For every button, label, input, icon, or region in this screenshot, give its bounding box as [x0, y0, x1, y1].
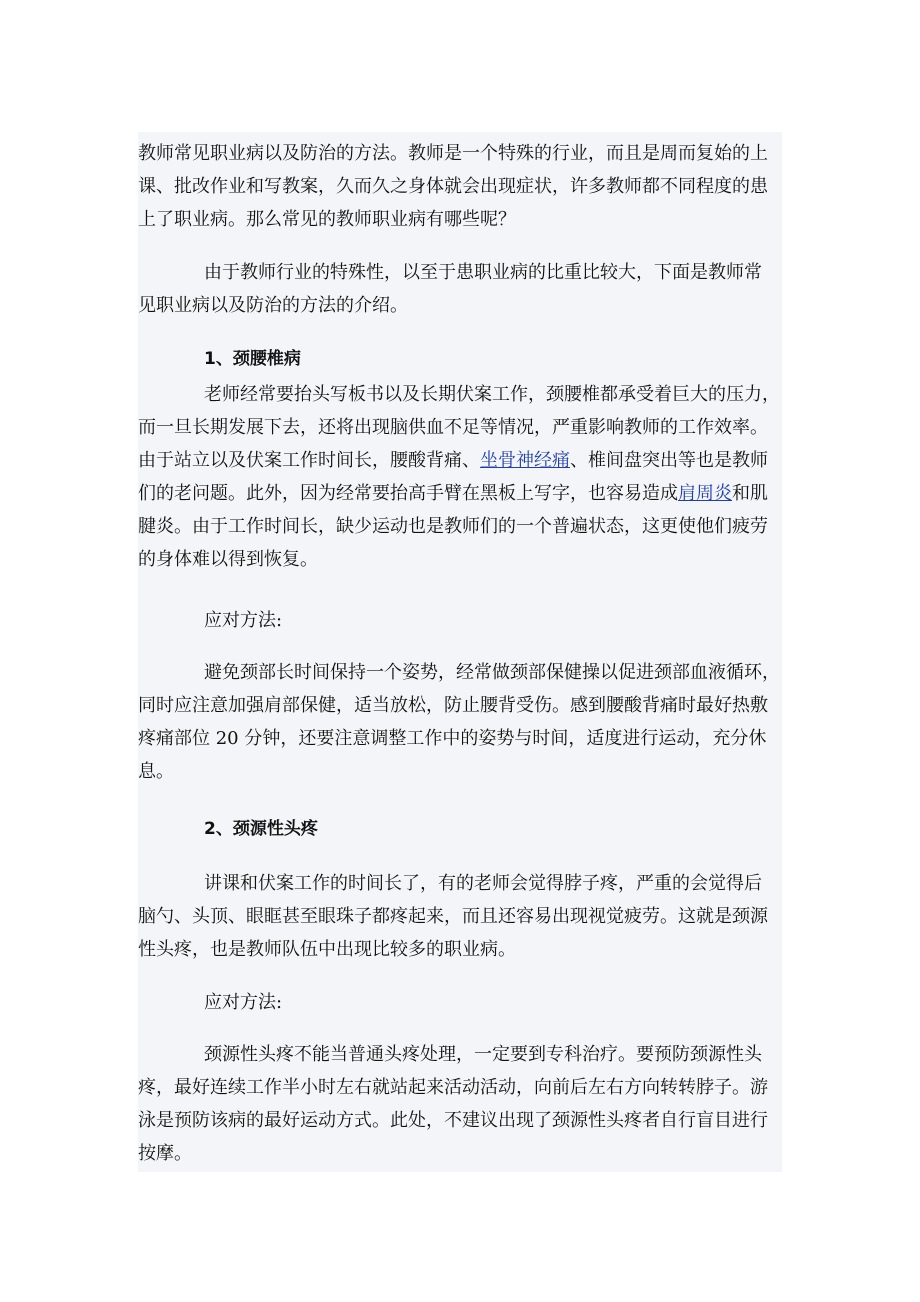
article-body	[138, 132, 782, 1172]
text-span: 、椎间盘突出等也是教师	[570, 450, 768, 471]
section2-method-label-block	[138, 986, 782, 1019]
section2-heading-block	[138, 813, 782, 846]
section1-body-line: 而一旦长期发展下去，还将出现脑供血不足等情况，严重影响教师的工作效率。	[138, 417, 768, 438]
intro-line: 上了职业病。那么常见的教师职业病有哪些呢？	[138, 209, 516, 230]
section1-body	[138, 378, 782, 576]
section1-method-label-block	[138, 604, 782, 637]
section2-body-line: 脑勺、头顶、眼眶甚至眼珠子都疼起来，而且还容易出现视觉疲劳。这就是颈源	[138, 906, 768, 927]
sciatica-link[interactable]: 坐骨神经痛	[480, 450, 570, 471]
section2-method-line: 按摩。	[138, 1143, 192, 1164]
section2-method	[138, 1038, 782, 1170]
intro-line: 教师常见职业病以及防治的方法。教师是一个特殊的行业，而且是周而复始的上	[138, 143, 768, 164]
section1-body-line: 腱炎。由于工作时间长，缺少运动也是教师们的一个普遍状态，这更使他们疲劳	[138, 516, 768, 537]
section2-method-line: 泳是预防该病的最好运动方式。此处，不建议出现了颈源性头疼者自行盲目进行	[138, 1110, 768, 1131]
section-heading: 1、颈腰椎病	[204, 349, 301, 369]
method-label: 应对方法:	[204, 992, 283, 1013]
section1-method-line: 避免颈部长时间保持一个姿势，经常做颈部保健操以促进颈部血液循环，	[204, 662, 780, 683]
section1-body-line	[138, 444, 782, 477]
section-heading: 2、颈源性头疼	[204, 819, 318, 839]
section1-body-line: 的身体难以得到恢复。	[138, 549, 318, 570]
section1-method-line: 息。	[138, 761, 174, 782]
section1-body-line: 老师经常要抬头写板书以及长期伏案工作，颈腰椎都承受着巨大的压力，	[204, 384, 780, 405]
text-span: 和肌	[732, 483, 768, 504]
section2-body-line: 讲课和伏案工作的时间长了，有的老师会觉得脖子疼，严重的会觉得后	[204, 873, 762, 894]
lead-line: 见职业病以及防治的方法的介绍。	[138, 295, 408, 316]
section2-body	[138, 867, 782, 966]
section1-method-line: 疼痛部位 20 分钟，还要注意调整工作中的姿势与时间，适度进行运动，充分休	[138, 728, 767, 749]
text-span: 们的老问题。此外，因为经常要抬高手臂在黑板上写字，也容易造成	[138, 483, 678, 504]
section2-method-line: 颈源性头疼不能当普通头疼处理，一定要到专科治疗。要预防颈源性头	[204, 1044, 762, 1065]
section1-method-line: 同时应注意加强肩部保健，适当放松，防止腰背受伤。感到腰酸背痛时最好热敷	[138, 695, 768, 716]
section1-heading-block	[138, 343, 782, 376]
intro-line: 课、批改作业和写教案，久而久之身体就会出现症状，许多教师都不同程度的患	[138, 176, 768, 197]
intro-paragraph	[138, 137, 782, 236]
lead-paragraph	[138, 256, 782, 322]
text-span: 由于站立以及伏案工作时间长，腰酸背痛、	[138, 450, 480, 471]
section2-method-line: 疼，最好连续工作半小时左右就站起来活动活动，向前后左右方向转转脖子。游	[138, 1077, 768, 1098]
section1-method	[138, 656, 782, 788]
method-label: 应对方法:	[204, 610, 283, 631]
section1-body-line	[138, 477, 782, 510]
lead-line: 由于教师行业的特殊性，以至于患职业病的比重比较大，下面是教师常	[204, 262, 762, 283]
section2-body-line: 性头疼，也是教师队伍中出现比较多的职业病。	[138, 939, 516, 960]
frozen-shoulder-link[interactable]: 肩周炎	[678, 483, 732, 504]
